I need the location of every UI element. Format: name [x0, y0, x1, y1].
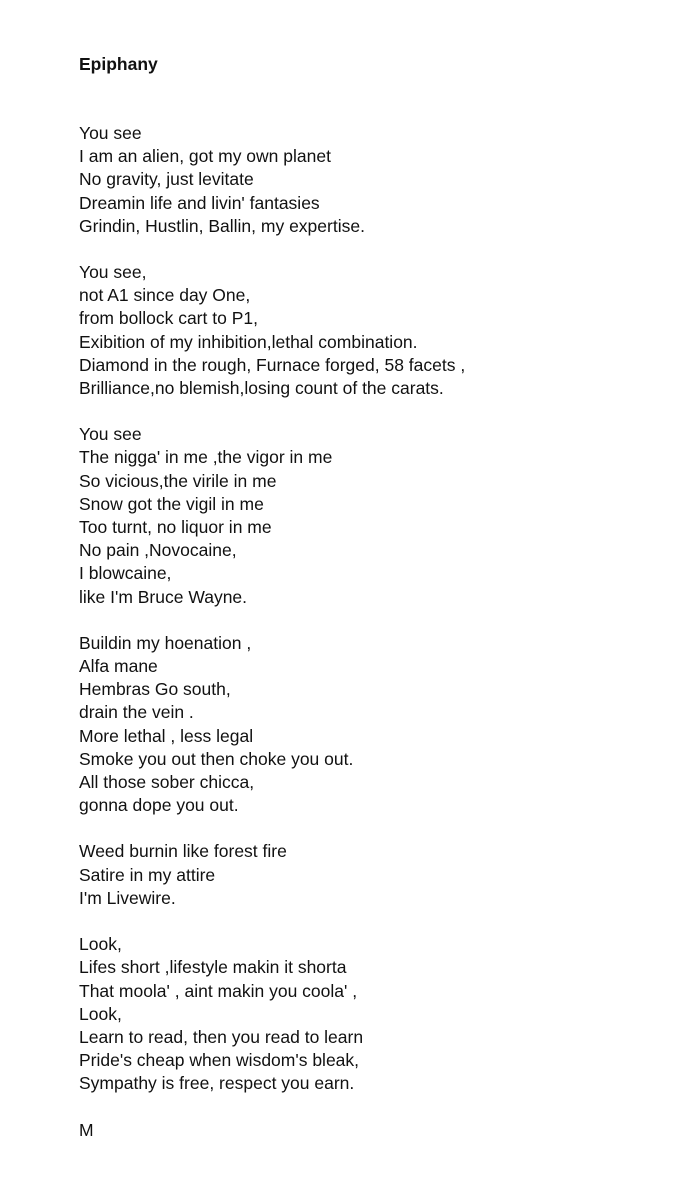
- poem-line: drain the vein .: [79, 702, 194, 723]
- poem-line: gonna dope you out.: [79, 795, 239, 816]
- poem-line: You see,: [79, 262, 147, 283]
- poem-line: That moola' , aint makin you coola' ,: [79, 980, 358, 1001]
- poem-line: Satire in my attire: [79, 864, 216, 885]
- stanza-4: [79, 632, 659, 818]
- poem-line: More lethal , less legal: [79, 725, 254, 746]
- poem-line: Look,: [79, 1003, 122, 1024]
- stanza-3: [79, 423, 659, 609]
- poem-line: Learn to read, then you read to learn: [79, 1026, 364, 1047]
- poem-line: So vicious,the virile in me: [79, 470, 277, 491]
- poem-line: Too turnt, no liquor in me: [79, 517, 272, 538]
- poem-line: Pride's cheap when wisdom's bleak,: [79, 1050, 360, 1071]
- poem-line: not A1 since day One,: [79, 285, 251, 306]
- poem-title: Epiphany: [79, 54, 158, 74]
- poem-line: No gravity, just levitate: [79, 169, 254, 190]
- poem-line: Sympathy is free, respect you earn.: [79, 1073, 355, 1094]
- poem-line: Exibition of my inhibition,lethal combination.: [79, 331, 418, 352]
- poem-line: Hembras Go south,: [79, 679, 231, 700]
- poem-line: Snow got the vigil in me: [79, 493, 264, 514]
- poem-line: Grindin, Hustlin, Ballin, my expertise.: [79, 215, 365, 236]
- poem-line: Alfa mane: [79, 656, 158, 677]
- poem-line: Weed burnin like forest fire: [79, 841, 287, 862]
- stanza-2: [79, 261, 659, 400]
- poem-body: [79, 122, 659, 1142]
- poem-line: No pain ,Novocaine,: [79, 540, 237, 561]
- author-signature: M: [79, 1119, 94, 1140]
- poem-line: Dreamin life and livin' fantasies: [79, 192, 320, 213]
- poem-line: All those sober chicca,: [79, 772, 255, 793]
- stanza-1: [79, 122, 659, 238]
- poem-line: The nigga' in me ,the vigor in me: [79, 447, 333, 468]
- poem-line: I blowcaine,: [79, 563, 172, 584]
- poem-line: You see: [79, 424, 142, 445]
- poem-line: Look,: [79, 934, 122, 955]
- poem-line: I am an alien, got my own planet: [79, 146, 331, 167]
- poem-line: Smoke you out then choke you out.: [79, 748, 354, 769]
- poem-line: from bollock cart to P1,: [79, 308, 258, 329]
- stanza-6: [79, 933, 659, 1095]
- poem-line: Brilliance,no blemish,losing count of the carats.: [79, 378, 444, 399]
- stanza-5: [79, 840, 659, 910]
- poem-line: I'm Livewire.: [79, 887, 176, 908]
- poem-line: Buildin my hoenation ,: [79, 632, 252, 653]
- poem-line: You see: [79, 123, 142, 143]
- poem-line: like I'm Bruce Wayne.: [79, 586, 248, 607]
- poem-line: Diamond in the rough, Furnace forged, 58 facets ,: [79, 354, 466, 375]
- poem-line: Lifes short ,lifestyle makin it shorta: [79, 957, 347, 978]
